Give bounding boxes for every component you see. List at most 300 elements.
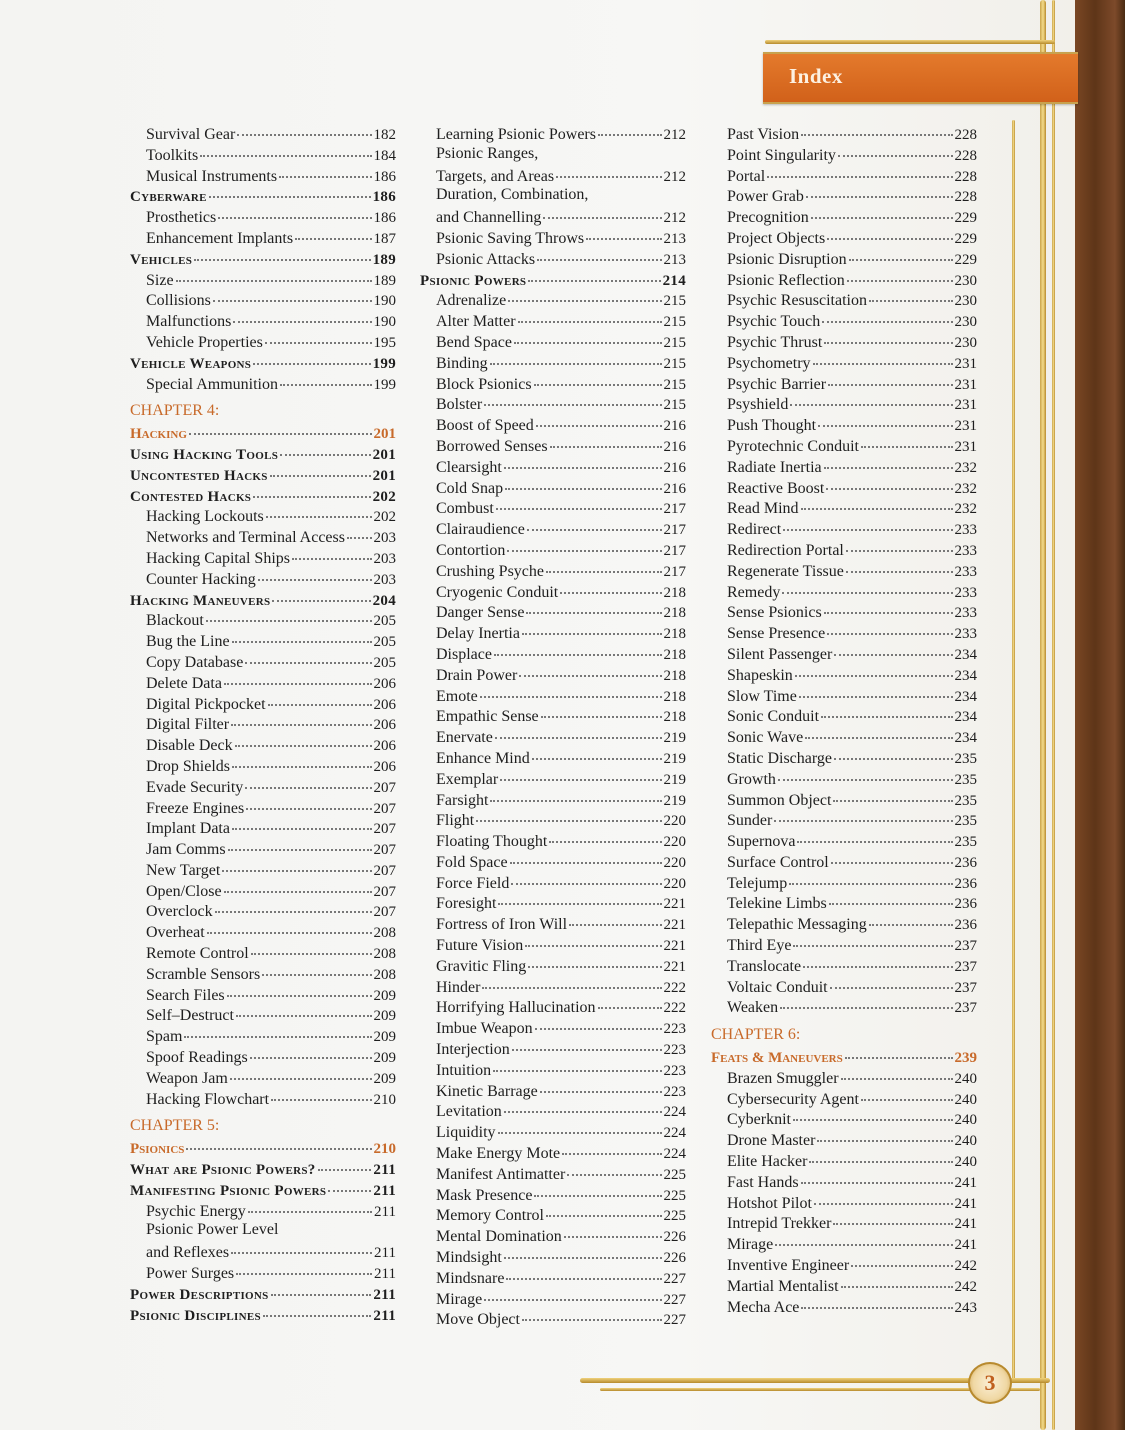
index-entry-label: Vehicle Weapons xyxy=(130,355,252,372)
index-entry-page: 225 xyxy=(663,1166,686,1183)
index-entry-label: Weaken xyxy=(727,999,779,1017)
dot-leader xyxy=(822,307,952,323)
index-entry-label: Mecha Ace xyxy=(727,1298,800,1316)
dot-leader xyxy=(861,432,953,448)
dot-leader xyxy=(826,474,952,490)
index-entry-page: 233 xyxy=(954,522,977,539)
index-entry-label: Mindsight xyxy=(436,1249,502,1267)
dot-leader xyxy=(476,806,661,822)
index-entry-page: 223 xyxy=(663,1083,686,1100)
dot-leader xyxy=(507,536,661,552)
index-entry-page: 230 xyxy=(954,314,977,331)
index-entry-page: 208 xyxy=(373,966,396,983)
index-entry-page: 232 xyxy=(954,501,977,518)
index-entry-label: Liquidity xyxy=(436,1124,496,1142)
index-entry-page: 204 xyxy=(372,592,396,609)
dot-leader xyxy=(484,390,661,406)
gold-border-line xyxy=(1052,0,1055,1430)
index-entry-label: Point Singularity xyxy=(727,146,836,164)
index-entry-label: Static Discharge xyxy=(727,749,833,767)
index-entry-page: 215 xyxy=(663,355,686,372)
dot-leader xyxy=(251,939,372,955)
index-entry-label: Power Descriptions xyxy=(130,1286,269,1303)
index-entry-page: 187 xyxy=(373,230,396,247)
dot-leader xyxy=(527,515,662,531)
index-entry-page: 212 xyxy=(663,210,686,227)
index-entry-label: and Channelling xyxy=(436,209,542,227)
index-entry-label: Targets, and Areas xyxy=(436,167,555,185)
index-entry-page: 231 xyxy=(954,418,977,435)
index-entry-page: 182 xyxy=(373,127,396,143)
dot-leader xyxy=(176,266,372,282)
index-entry-page: 209 xyxy=(373,1050,396,1067)
index-entry-page: 241 xyxy=(954,1195,977,1212)
dot-leader xyxy=(228,835,372,851)
page-title: Index xyxy=(789,64,843,88)
dot-leader xyxy=(272,586,370,602)
index-entry-page: 237 xyxy=(954,938,977,955)
index-entry-label: Spam xyxy=(146,1028,183,1046)
index-entry-page: 207 xyxy=(373,779,396,796)
dot-leader xyxy=(598,120,662,136)
dot-leader xyxy=(799,682,953,698)
dot-leader xyxy=(189,419,372,435)
index-entry-label: Cyberknit xyxy=(727,1111,791,1129)
index-entry-page: 225 xyxy=(663,1187,686,1204)
dot-leader xyxy=(534,370,662,386)
dot-leader xyxy=(280,440,370,456)
dot-leader xyxy=(525,931,661,947)
index-entry xyxy=(130,1088,396,1109)
index-entry-page: 203 xyxy=(373,530,396,547)
index-entry-page: 218 xyxy=(663,709,686,726)
dot-leader xyxy=(295,224,371,240)
dot-leader xyxy=(495,723,662,739)
index-entry-page: 239 xyxy=(954,1050,977,1067)
index-entry-page: 240 xyxy=(954,1112,977,1129)
index-entry-page: 219 xyxy=(663,750,686,767)
index-entry-label: Psionic Power Level xyxy=(146,1221,279,1239)
dot-leader xyxy=(250,1043,372,1059)
index-entry-page: 190 xyxy=(373,293,396,310)
index-entry-label: Redirect xyxy=(727,521,782,539)
index-column-1 xyxy=(130,123,396,1324)
index-section xyxy=(130,1304,396,1325)
dot-leader xyxy=(546,557,662,573)
index-entry-label: Drain Power xyxy=(436,666,518,684)
index-entry-label: Using Hacking Tools xyxy=(130,446,279,463)
index-entry-label: Bolster xyxy=(436,396,483,414)
index-entry-page: 211 xyxy=(374,1266,396,1283)
index-entry-label: Vehicle Properties xyxy=(146,333,263,351)
index-entry-label: Telepathic Messaging xyxy=(727,916,867,934)
index-entry xyxy=(420,123,686,144)
index-entry-label: Mirage xyxy=(436,1290,483,1308)
index-entry-label: Vehicles xyxy=(130,251,193,268)
dot-leader xyxy=(845,1043,953,1059)
dot-leader xyxy=(861,1085,953,1101)
index-entry-label: Sense Psionics xyxy=(727,604,822,622)
index-entry-label: Psychic Touch xyxy=(727,313,821,331)
index-entry-label: Psionic Disruption xyxy=(727,250,847,268)
index-entry-label: Hacking Lockouts xyxy=(146,508,264,526)
index-entry-page: 215 xyxy=(663,397,686,414)
index-entry-label: Overclock xyxy=(146,903,213,921)
dot-leader xyxy=(814,1189,953,1205)
dot-leader xyxy=(493,1056,661,1072)
chapter-heading-label: CHAPTER 6: xyxy=(711,1026,801,1044)
index-entry-page: 217 xyxy=(663,522,686,539)
index-entry-label: Push Thought xyxy=(727,417,817,435)
index-entry-label: New Target xyxy=(146,861,221,879)
index-entry-page: 189 xyxy=(373,272,396,289)
index-entry-label: Remedy xyxy=(727,583,781,601)
index-entry-label: Overheat xyxy=(146,924,205,942)
index-entry-page: 236 xyxy=(954,854,977,871)
dot-leader xyxy=(801,1293,952,1309)
index-entry-page: 211 xyxy=(374,1245,396,1262)
index-entry-page: 206 xyxy=(373,738,396,755)
dot-leader xyxy=(270,461,371,477)
dot-leader xyxy=(540,1077,662,1093)
dot-leader xyxy=(827,619,952,635)
index-entry-page: 228 xyxy=(954,189,977,206)
index-entry-page: 186 xyxy=(373,168,396,185)
index-entry-page: 234 xyxy=(954,667,977,684)
index-entry-label: Telekine Limbs xyxy=(727,895,827,913)
index-entry-page: 221 xyxy=(663,917,686,934)
dot-leader xyxy=(833,1209,952,1225)
index-entry xyxy=(130,373,396,394)
dot-leader xyxy=(514,328,662,344)
index-entry-label: Weapon Jam xyxy=(146,1069,228,1087)
dot-leader xyxy=(227,981,372,997)
dot-leader xyxy=(564,1222,662,1238)
index-entry-page: 240 xyxy=(954,1133,977,1150)
index-entry-page: 219 xyxy=(663,792,686,809)
index-entry-page: 208 xyxy=(373,946,396,963)
index-entry-label: Mindsnare xyxy=(436,1269,505,1287)
index-entry-label: Horrifying Hallucination xyxy=(436,999,596,1017)
index-entry-label: Digital Filter xyxy=(146,716,230,734)
index-entry-page: 231 xyxy=(954,438,977,455)
index-entry-label: Disable Deck xyxy=(146,737,233,755)
index-entry-label: Networks and Terminal Access xyxy=(146,529,345,547)
index-entry-label: Musical Instruments xyxy=(146,167,278,185)
index-entry-label: Imbue Weapon xyxy=(436,1020,533,1038)
dot-leader xyxy=(774,806,952,822)
index-entry-label: Third Eye xyxy=(727,937,792,955)
index-entry-page: 235 xyxy=(954,771,977,788)
dot-leader xyxy=(236,1259,372,1275)
index-entry-label: Implant Data xyxy=(146,820,230,838)
dot-leader xyxy=(846,536,953,552)
page-number: 3 xyxy=(968,1362,1012,1404)
dot-leader xyxy=(801,494,953,510)
dot-leader xyxy=(245,648,371,664)
index-header-tab xyxy=(763,52,1078,104)
index-entry-page: 232 xyxy=(954,480,977,497)
index-entry-label: Combust xyxy=(436,500,494,518)
dot-leader xyxy=(510,848,662,864)
index-entry-label: Boost of Speed xyxy=(436,417,534,435)
index-entry-label: Reactive Boost xyxy=(727,479,825,497)
index-entry-page: 210 xyxy=(373,1141,396,1158)
index-entry-label: Project Objects xyxy=(727,229,826,247)
dot-leader xyxy=(498,1118,662,1134)
index-entry-label: Toolkits xyxy=(146,146,199,164)
index-entry-page: 221 xyxy=(663,938,686,955)
dot-leader xyxy=(504,453,662,469)
index-entry-label: Self–Destruct xyxy=(146,1007,234,1025)
index-entry-page: 209 xyxy=(373,1029,396,1046)
dot-leader xyxy=(511,869,661,885)
index-entry-page: 213 xyxy=(663,251,686,268)
index-entry-label: Brazen Smuggler xyxy=(727,1069,839,1087)
dot-leader xyxy=(496,494,662,510)
dot-leader xyxy=(869,286,953,302)
dot-leader xyxy=(506,1264,661,1280)
index-entry-label: Cybersecurity Agent xyxy=(727,1090,859,1108)
dot-leader xyxy=(782,578,952,594)
index-entry-page: 226 xyxy=(663,1250,686,1267)
dot-leader xyxy=(847,266,953,282)
index-entry-page: 202 xyxy=(373,509,396,526)
index-entry-label: Power Surges xyxy=(146,1265,235,1283)
dot-leader xyxy=(841,1272,953,1288)
index-entry-label: Delay Inertia xyxy=(436,625,520,643)
dot-leader xyxy=(806,182,953,198)
dot-leader xyxy=(569,910,661,926)
index-entry-label: Delete Data xyxy=(146,674,222,692)
dot-leader xyxy=(512,1035,662,1051)
dot-leader xyxy=(482,973,661,989)
chapter-heading-label: CHAPTER 4: xyxy=(130,402,220,420)
chapter-heading-label: CHAPTER 5: xyxy=(130,1117,220,1135)
index-entry-page: 241 xyxy=(954,1174,977,1191)
index-entry-label: Enhancement Implants xyxy=(146,229,294,247)
index-entry-label: Adrenalize xyxy=(436,292,507,310)
index-entry-label: Psionic Disciplines xyxy=(130,1307,261,1324)
dot-leader xyxy=(549,827,661,843)
index-entry-page: 230 xyxy=(954,272,977,289)
index-entry-page: 218 xyxy=(663,646,686,663)
index-entry-page: 233 xyxy=(954,542,977,559)
index-entry-label: Regenerate Tissue xyxy=(727,562,844,580)
index-entry-label: Translocate xyxy=(727,957,802,975)
index-entry-label: Psionic Powers xyxy=(420,272,527,289)
index-entry-page: 219 xyxy=(663,771,686,788)
index-entry-label: Scramble Sensors xyxy=(146,965,261,983)
index-entry-page: 240 xyxy=(954,1154,977,1171)
dot-leader xyxy=(504,1097,662,1113)
index-entry-label: Force Field xyxy=(436,874,510,892)
dot-leader xyxy=(265,328,372,344)
dot-leader xyxy=(567,1160,661,1176)
index-entry-label: Read Mind xyxy=(727,500,799,518)
index-entry-label: Freeze Engines xyxy=(146,799,245,817)
index-entry-label: Power Grab xyxy=(727,188,804,206)
dot-leader xyxy=(266,502,372,518)
dot-leader xyxy=(546,1201,662,1217)
dot-leader xyxy=(811,203,953,219)
index-entry-label: Malfunctions xyxy=(146,313,232,331)
index-entry-label: Telejump xyxy=(727,874,788,892)
index-entry-label: Psychic Resuscitation xyxy=(727,292,867,310)
index-entry-page: 215 xyxy=(663,376,686,393)
index-entry-label: Enervate xyxy=(436,729,493,747)
index-entry-page: 216 xyxy=(663,438,686,455)
dot-leader xyxy=(841,1064,953,1080)
index-entry-page: 233 xyxy=(954,626,977,643)
index-entry-label: Crushing Psyche xyxy=(436,562,544,580)
index-entry-page: 243 xyxy=(954,1299,977,1316)
index-entry-page: 226 xyxy=(663,1229,686,1246)
index-entry-page: 235 xyxy=(954,792,977,809)
index-entry-page: 186 xyxy=(373,210,396,227)
index-entry-label: Psionic Attacks xyxy=(436,250,536,268)
index-entry-label: Binding xyxy=(436,354,488,372)
index-entry-page: 223 xyxy=(663,1042,686,1059)
index-entry-label: Spoof Readings xyxy=(146,1049,248,1067)
dot-leader xyxy=(821,702,952,718)
dot-leader xyxy=(586,224,661,240)
index-entry-label: Memory Control xyxy=(436,1207,544,1225)
index-entry-page: 206 xyxy=(373,675,396,692)
index-entry-label: Cold Snap xyxy=(436,479,504,497)
index-entry-label: Hacking xyxy=(130,426,187,443)
index-entry-label: Interjection xyxy=(436,1041,510,1059)
index-entry-label: Search Files xyxy=(146,986,225,1004)
index-entry-label: Sonic Wave xyxy=(727,729,804,747)
gold-border-line xyxy=(1012,120,1015,1380)
dot-leader xyxy=(834,744,952,760)
index-entry-label: Fortress of Iron Will xyxy=(436,916,568,934)
dot-leader xyxy=(543,203,661,219)
index-entry-page: 242 xyxy=(954,1258,977,1275)
dot-leader xyxy=(534,1181,661,1197)
dot-leader xyxy=(232,814,372,830)
dot-leader xyxy=(209,182,371,198)
index-entry-page: 199 xyxy=(372,355,396,372)
index-entry-page: 207 xyxy=(373,904,396,921)
dot-leader xyxy=(824,453,953,469)
dot-leader xyxy=(237,120,371,136)
dot-leader xyxy=(528,952,661,968)
dot-leader xyxy=(505,474,661,490)
index-entry-page: 214 xyxy=(662,272,686,289)
dot-leader xyxy=(231,710,371,726)
index-entry-page: 240 xyxy=(954,1091,977,1108)
index-entry-page: 229 xyxy=(954,251,977,268)
dot-leader xyxy=(184,1022,371,1038)
index-entry-label: Make Energy Mote xyxy=(436,1145,561,1163)
dot-leader xyxy=(805,723,952,739)
dot-leader xyxy=(846,557,953,573)
index-entry-label: Hacking Maneuvers xyxy=(130,592,271,609)
index-entry-page: 230 xyxy=(954,293,977,310)
dot-leader xyxy=(271,1280,372,1296)
index-entry-label: Fast Hands xyxy=(727,1173,799,1191)
index-entry-label: Digital Pickpocket xyxy=(146,695,266,713)
index-entry-label: Drop Shields xyxy=(146,757,230,775)
index-entry-label: Collisions xyxy=(146,292,211,310)
dot-leader xyxy=(231,1238,372,1254)
index-entry xyxy=(711,996,977,1017)
index-entry-page: 236 xyxy=(954,896,977,913)
index-entry-page: 208 xyxy=(373,925,396,942)
index-entry-page: 225 xyxy=(663,1208,686,1225)
index-entry-label: Emote xyxy=(436,687,478,705)
index-entry-page: 217 xyxy=(663,501,686,518)
index-entry-label: Intuition xyxy=(436,1061,492,1079)
dot-leader xyxy=(556,162,661,178)
dot-leader xyxy=(215,897,372,913)
dot-leader xyxy=(268,690,372,706)
index-entry-label: Copy Database xyxy=(146,653,244,671)
dot-leader xyxy=(833,786,952,802)
index-entry-label: Supernova xyxy=(727,833,796,851)
dot-leader xyxy=(235,731,372,747)
dot-leader xyxy=(537,245,661,261)
index-entry-label: Special Ammunition xyxy=(146,375,278,393)
index-entry-page: 201 xyxy=(373,426,396,443)
index-entry-label: Foresight xyxy=(436,895,497,913)
dot-leader xyxy=(222,856,371,872)
index-entry-page: 220 xyxy=(663,854,686,871)
dot-leader xyxy=(793,1105,953,1121)
index-entry-page: 235 xyxy=(954,813,977,830)
index-entry-page: 207 xyxy=(373,821,396,838)
index-entry-label: Cryogenic Conduit xyxy=(436,583,559,601)
index-entry-label: Psionic Reflection xyxy=(727,271,845,289)
index-entry-page: 237 xyxy=(954,958,977,975)
dot-leader xyxy=(271,1085,371,1101)
index-entry-page: 234 xyxy=(954,730,977,747)
dot-leader xyxy=(253,349,370,365)
index-entry-label: Hinder xyxy=(436,978,481,996)
index-entry-page: 210 xyxy=(373,1091,396,1108)
index-column-2 xyxy=(420,123,686,1329)
index-entry-page: 228 xyxy=(954,168,977,185)
index-entry-page: 206 xyxy=(373,758,396,775)
index-entry-page: 211 xyxy=(373,1286,396,1303)
index-entry-page: 218 xyxy=(663,626,686,643)
index-entry-page: 228 xyxy=(954,127,977,143)
index-entry-label: Manifesting Psionic Powers xyxy=(130,1182,327,1199)
index-entry-label: Cyberware xyxy=(130,189,207,206)
index-entry-label: Jam Comms xyxy=(146,841,226,859)
index-entry-label: Feats & Maneuvers xyxy=(711,1050,843,1067)
index-entry-label: Mask Presence xyxy=(436,1186,533,1204)
index-entry-label: Blackout xyxy=(146,612,204,630)
dot-leader xyxy=(526,598,661,614)
dot-leader xyxy=(797,827,952,843)
index-entry-page: 212 xyxy=(663,127,686,143)
dot-leader xyxy=(206,606,372,622)
index-entry-page: 216 xyxy=(663,459,686,476)
index-entry-label: Pyrotechnic Conduit xyxy=(727,437,859,455)
dot-leader xyxy=(263,1301,371,1317)
dot-leader xyxy=(851,1251,952,1267)
dot-leader xyxy=(484,1285,661,1301)
index-entry-page: 215 xyxy=(663,293,686,310)
dot-leader xyxy=(532,744,662,760)
dot-leader xyxy=(535,1014,662,1030)
index-entry-page: 207 xyxy=(373,800,396,817)
index-entry-label: Psychic Energy xyxy=(146,1202,246,1220)
dot-leader xyxy=(328,1176,371,1192)
